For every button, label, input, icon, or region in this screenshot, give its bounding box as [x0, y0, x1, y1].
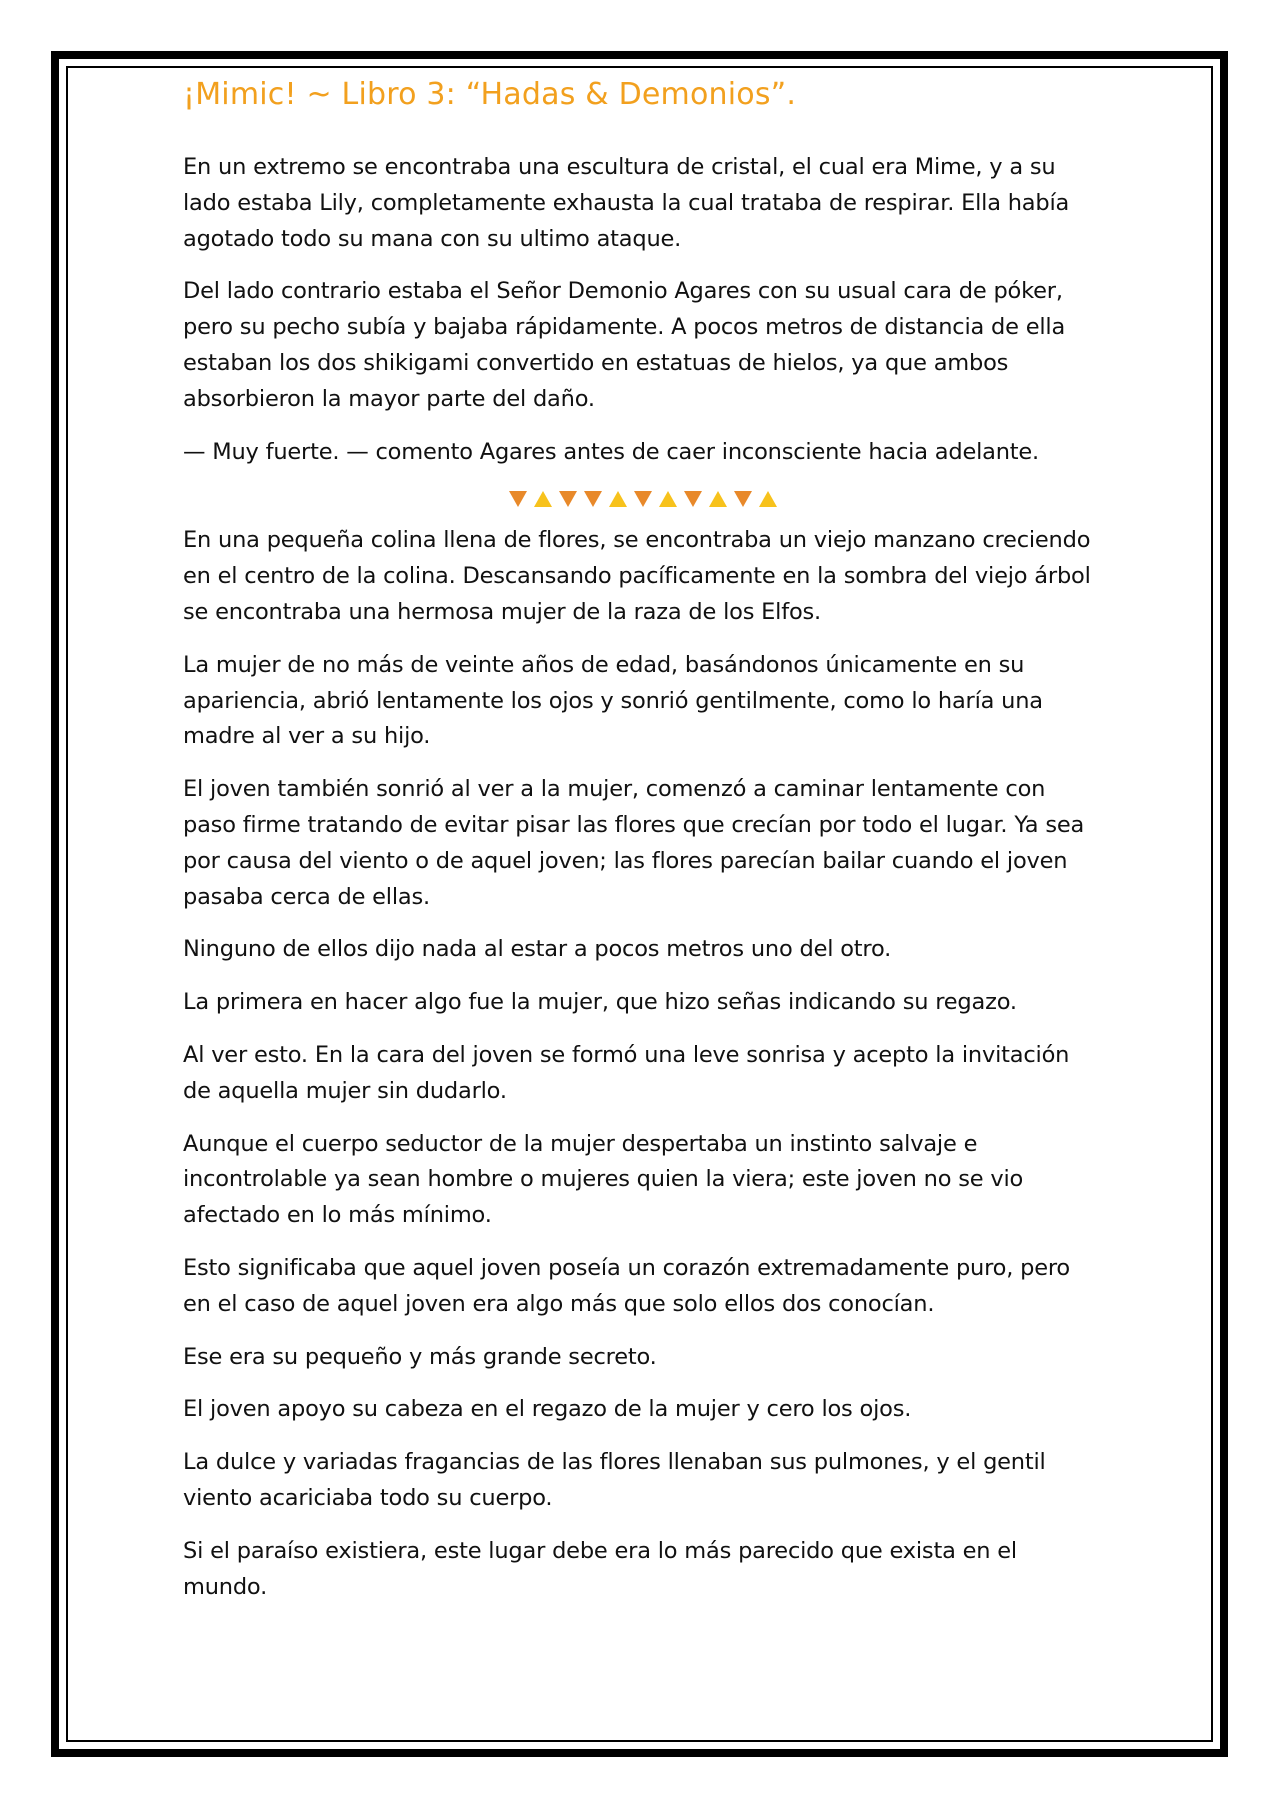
paragraph-13: El joven apoyo su cabeza en el regazo de la mujer y cero los ojos. [183, 1396, 912, 1423]
triangle-down-icon [584, 491, 602, 507]
triangle-down-icon [559, 491, 577, 507]
paragraph-10: Aunque el cuerpo seductor de la mujer despertaba un instinto salvaje e incontrolable ya sean hombre o mujeres quien la viera; este joven no se vio afectado en lo más mínimo. [183, 1130, 1024, 1229]
triangle-up-icon [534, 491, 552, 507]
paragraph-7: Ninguno de ellos dijo nada al estar a pocos metros uno del otro. [183, 936, 892, 963]
triangle-down-icon [634, 491, 652, 507]
paragraph-6: El joven también sonrió al ver a la mujer, comenzó a caminar lentamente con paso firme tratando de evitar pisar las flores que crecían por todo el lugar. Ya sea por causa del viento o de aquel joven; las flores parecían bailar cuando el joven pasaba cerca de ellas. [183, 776, 1085, 910]
triangle-up-icon [759, 491, 777, 507]
paragraph-4: En una pequeña colina llena de flores, se encontraba un viejo manzano creciendo en el centro de la colina. Descansando pacíficamente en la sombra del viejo árbol se encontraba una hermosa mujer de la raza de los Elfos. [183, 527, 1091, 625]
triangle-down-icon [684, 491, 702, 507]
triangle-down-icon [509, 491, 527, 507]
paragraph-8: La primera en hacer algo fue la mujer, que hizo señas indicando su regazo. [183, 989, 1017, 1016]
paragraph-5: La mujer de no más de veinte años de edad, basándonos únicamente en su apariencia, abrió lentamente los ojos y sonrió gentilmente, como lo haría una madre al ver a su hijo. [183, 651, 1043, 750]
scene-separator [183, 481, 1103, 515]
paragraph-2: Del lado contrario estaba el Señor Demonio Agares con su usual cara de póker, pero su pecho subía y bajaba rápidamente. A pocos metros de distancia de ella estaban los dos shikigami convertido en estatuas de hielos, ya que ambos absorbieron la mayor parte del daño. [183, 278, 1066, 412]
triangle-up-icon [659, 491, 677, 507]
triangle-down-icon [734, 491, 752, 507]
paragraph-11: Esto significaba que aquel joven poseía un corazón extremadamente puro, pero en el caso de aquel joven era algo más que solo ellos dos conocían. [183, 1254, 1070, 1317]
triangle-up-icon [609, 491, 627, 507]
paragraph-12: Ese era su pequeño y más grande secreto. [183, 1343, 657, 1370]
triangle-up-icon [709, 491, 727, 507]
paragraph-1: En un extremo se encontraba una escultura de cristal, el cual era Mime, y a su lado estaba Lily, completamente exhausta la cual trataba de respirar. Ella había agotado todo su mana con su ultimo ataque. [183, 154, 1070, 252]
paragraph-14: La dulce y variadas fragancias de las flores llenaban sus pulmones, y el gentil viento acariciaba todo su cuerpo. [183, 1449, 1046, 1511]
paragraph-15: Si el paraíso existiera, este lugar debe era lo más parecido que exista en el mundo. [183, 1537, 1017, 1600]
paragraph-9: Al ver esto. En la cara del joven se formó una leve sonrisa y acepto la invitación de aquella mujer sin dudarlo. [183, 1041, 1070, 1104]
paragraph-3: — Muy fuerte. — comento Agares antes de caer inconsciente hacia adelante. [183, 438, 1040, 465]
triangle-ornament-icon [488, 488, 798, 510]
page-title: ¡Mimic! ~ Libro 3: “Hadas & Demonios”. [183, 77, 797, 112]
document-body [183, 72, 1103, 1622]
